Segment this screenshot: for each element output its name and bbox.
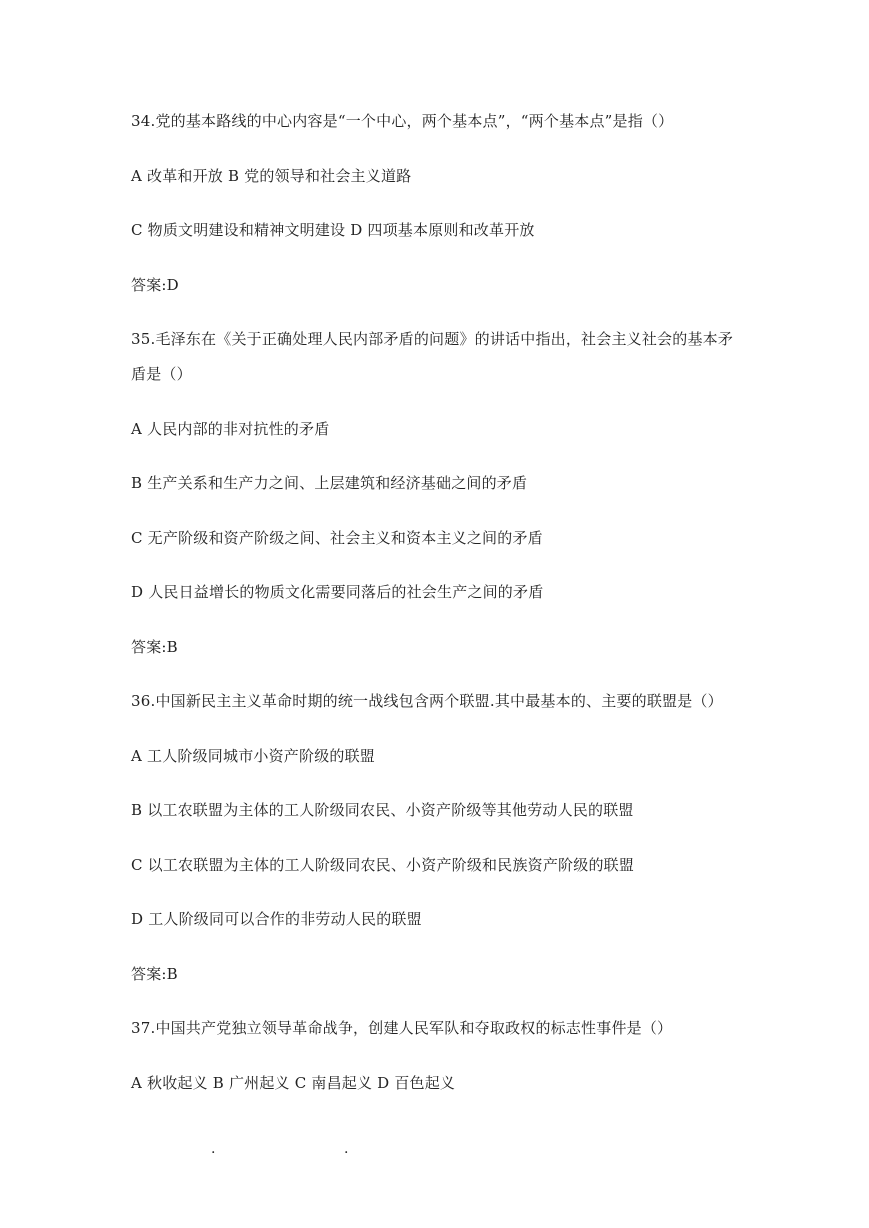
question-34-answer: 答案:D <box>131 276 179 294</box>
question-35-option-a: A 人民内部的非对抗性的矛盾 <box>131 420 330 438</box>
question-35-stem-line-2: 盾是（） <box>131 365 192 383</box>
question-35-option-c: C 无产阶级和资产阶级之间、社会主义和资本主义之间的矛盾 <box>131 529 543 547</box>
footer-dot-left: . <box>211 1141 216 1157</box>
question-34-option-line-2: C 物质文明建设和精神文明建设 D 四项基本原则和改革开放 <box>131 221 535 239</box>
question-35-stem-line-1: 35.毛泽东在《关于正确处理人民内部矛盾的问题》的讲话中指出，社会主义社会的基本矛 <box>131 330 734 348</box>
question-36-option-b: B 以工农联盟为主体的工人阶级同农民、小资产阶级等其他劳动人民的联盟 <box>131 801 634 819</box>
question-37-options: A 秋收起义 B 广州起义 C 南昌起义 D 百色起义 <box>131 1074 456 1092</box>
question-36-option-c: C 以工农联盟为主体的工人阶级同农民、小资产阶级和民族资产阶级的联盟 <box>131 856 635 874</box>
question-34-stem: 34.党的基本路线的中心内容是“一个中心，两个基本点”，“两个基本点”是指（） <box>131 112 674 130</box>
question-35-answer: 答案:B <box>131 638 178 656</box>
question-36-stem: 36.中国新民主主义革命时期的统一战线包含两个联盟.其中最基本的、主要的联盟是（） <box>131 692 723 710</box>
question-37-stem: 37.中国共产党独立领导革命战争，创建人民军队和夺取政权的标志性事件是（） <box>131 1019 673 1037</box>
question-34-option-line-1: A 改革和开放 B 党的领导和社会主义道路 <box>131 167 412 185</box>
question-36-option-d: D 工人阶级同可以合作的非劳动人民的联盟 <box>131 910 422 928</box>
question-35-option-d: D 人民日益增长的物质文化需要同落后的社会生产之间的矛盾 <box>131 583 544 601</box>
question-36-answer: 答案:B <box>131 965 178 983</box>
footer-dot-right: . <box>344 1141 349 1157</box>
question-35-option-b: B 生产关系和生产力之间、上层建筑和经济基础之间的矛盾 <box>131 474 528 492</box>
question-36-option-a: A 工人阶级同城市小资产阶级的联盟 <box>131 747 376 765</box>
